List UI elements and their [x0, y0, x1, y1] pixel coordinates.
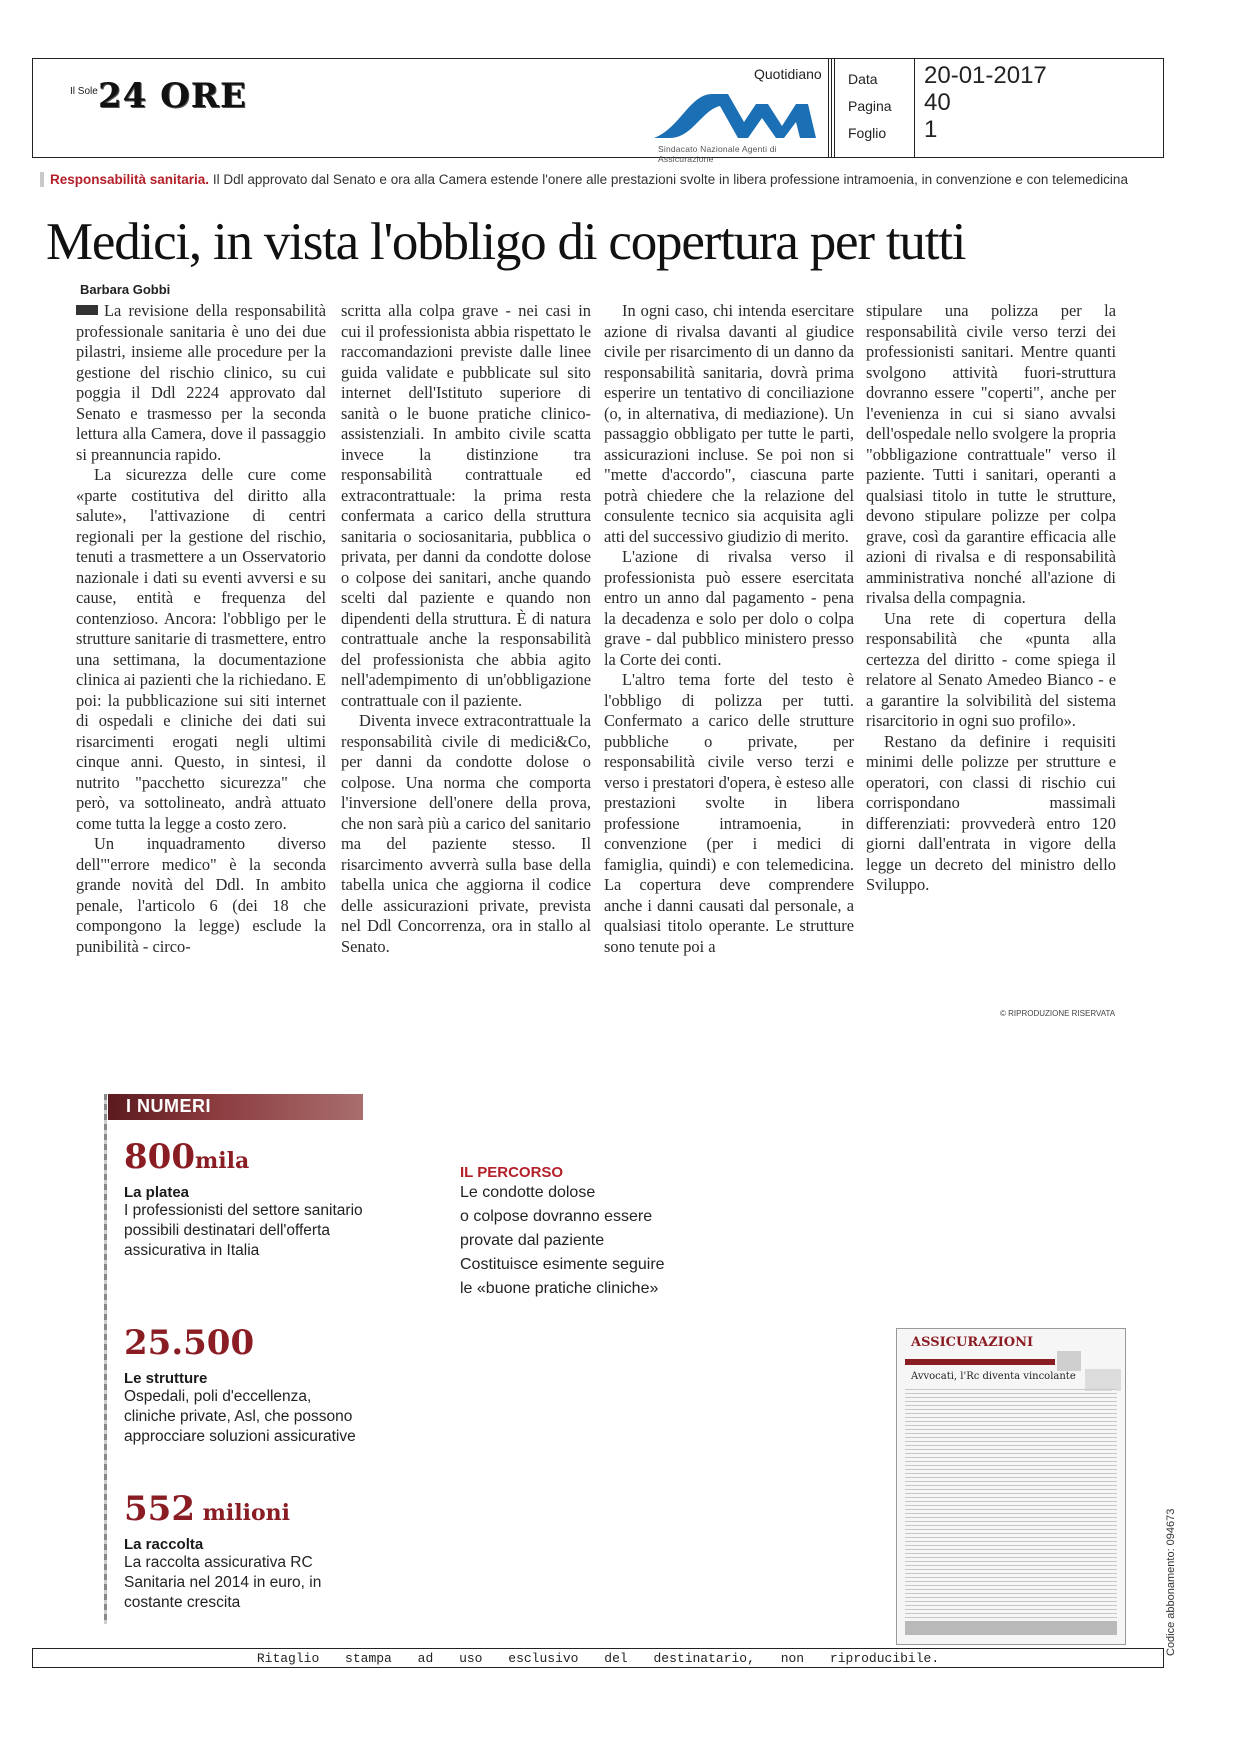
number-description: Ospedali, poli d'eccellenza, cliniche private, Asl, che possono approcciare soluzioni assicurative	[124, 1388, 356, 1445]
percorso-line: o colpose dovranno essere	[460, 1208, 653, 1225]
thumbnail-photo	[1057, 1351, 1081, 1371]
number-value: 800mila	[124, 1137, 250, 1177]
article-paragraph: scritta alla colpa grave - nei casi in cui il professionista abbia rispettato le raccomandazioni previste dalle linee guida validate e pubblicate sul sito internet dell'Istituto superiore di sanità o le buone pratiche clinico-assistenziali. In ambito civile scatta invece la distinzione tra responsabilità contrattuale ed extracontrattuale: la prima resta confermata a carico della struttura sanitaria o sociosanitaria, pubblica o privata, per danni da condotte dolose o colpose dei sanitari, anche quando scelti dal paziente e quando non dipendenti della struttura. È di natura contrattuale anche la responsabilità del professionista che abbia agito nell'adempimento di un'obbligazione contrattuale con il paziente.	[341, 301, 591, 710]
kicker-text: Il Ddl approvato dal Senato e ora alla Camera estende l'onere alle prestazioni svolte in libera professione intramoenia, in convenzione e con telemedicina	[212, 172, 1128, 187]
article-column-2	[341, 301, 591, 957]
pagina-label: Pagina	[848, 98, 892, 114]
article-column-4	[866, 301, 1116, 896]
number-value: 552 milioni	[124, 1489, 291, 1529]
number-value: 25.500	[124, 1323, 255, 1363]
sole-24-ore-logo: 24 ORE	[98, 76, 247, 116]
sole-small-label: Il Sole	[70, 86, 98, 97]
thumbnail-sidebar-box	[1085, 1369, 1121, 1391]
numbers-box-edge	[104, 1094, 107, 1624]
numbers-title-bar	[108, 1094, 363, 1120]
number-item	[124, 1138, 364, 1261]
number-label: La platea	[124, 1184, 190, 1201]
masthead-logo-area	[32, 58, 832, 164]
percorso-line: Costituisce esimente seguire	[460, 1256, 665, 1273]
codice-abbonamento	[1160, 1460, 1180, 1660]
article-paragraph: Un inquadramento diverso dell'"errore medico" è la seconda grande novità del Ddl. In ambito penale, l'articolo 6 (dei 18 che compongono la legge) esclude la punibilità - circo-	[76, 834, 326, 956]
foglio-value: 1	[924, 116, 938, 143]
data-value: 20-01-2017	[924, 62, 1047, 89]
percorso-title: IL PERCORSO	[460, 1164, 564, 1181]
number-description: La raccolta assicurativa RC Sanitaria nel 2014 in euro, in costante crescita	[124, 1554, 322, 1611]
footer-frame	[32, 1648, 1164, 1668]
article-column-3	[604, 301, 854, 957]
copyright-notice: © RIPRODUZIONE RISERVATA	[1000, 1009, 1116, 1018]
quotidiano-label: Quotidiano	[754, 66, 822, 82]
article-byline: Barbara Gobbi	[80, 282, 171, 297]
number-label: La raccolta	[124, 1536, 204, 1553]
data-label: Data	[848, 71, 878, 87]
article-paragraph: L'azione di rivalsa verso il professionista può essere esercitata entro un anno dal pagamento - pena la decadenza e solo per dolo o colpa grave - dal pubblico ministero presso la Corte dei conti.	[604, 547, 854, 669]
numbers-title: I NUMERI	[126, 1096, 211, 1116]
article-paragraph: Diventa invece extracontrattuale la responsabilità civile di medici&Co, per danni da condotte dolose o colpose. Una norma che comporta l'inversione dell'onere della prova, che non sarà più a carico del sanitario ma del paziente stesso. Il risarcimento avverrà sulla base della tabella unica che aggiorna il codice delle assicurazioni private, prevista nel Ddl Concorrenza, ora in stallo al Senato.	[341, 711, 591, 956]
number-item	[124, 1324, 364, 1447]
clipping-metadata	[834, 58, 1164, 158]
article-headline: Medici, in vista l'obbligo di copertura per tutti	[46, 213, 966, 271]
article-kicker	[40, 172, 1160, 187]
article-paragraph: L'altro tema forte del testo è l'obbligo di polizza per tutti. Confermato a carico delle strutture pubbliche o private, per responsabilità civile verso terzi e verso i prestatori d'opera, è esteso alle prestazioni svolte in libera professione intramoenia, in convenzione (per i medici di famiglia, quindi) e con telemedicina. La copertura deve comprendere anche i danni causati dal personale, a qualsiasi titolo operante. Le strutture sono tenute poi a	[604, 670, 854, 956]
thumbnail-section: ASSICURAZIONI	[911, 1335, 1034, 1350]
foglio-label: Foglio	[848, 125, 887, 141]
thumbnail-kicker-bar	[905, 1359, 1055, 1365]
sna-logo-icon	[650, 88, 822, 148]
article-paragraph: La sicurezza delle cure come «parte costitutiva del diritto alla salute», l'attivazione di centri regionali per la gestione del rischio, tenuti a trasmettere a un Osservatorio nazionale i dati su eventi avversi e su cause, entità e frequenza del contenzioso. Ancora: l'obbligo per le strutture sanitarie di trasmettere, entro una settimana, la documentazione clinica ai pazienti che la richiedano. E poi: la pubblicazione sui siti internet di ospedali e cliniche dei dati sui risarcimenti erogati negli ultimi cinque anni. Questo, in sintesi, il nutrito "pacchetto sicurezza" che però, va sottolineato, andrà attuato come tutta la legge a costo zero.	[76, 465, 326, 833]
article-paragraph: stipulare una polizza per la responsabilità civile verso terzi dei professionisti sanitari. Mentre quanti svolgono attività fuori-struttura dovranno essere "coperti", anche per l'evenienza in cui si siano avvalsi dell'ospedale nello svolgere la propria "obbligazione contrattuale" verso il paziente. Tutti i sanitari, operanti a qualsiasi titolo in tutte le strutture, devono stipulare polizze per colpa grave, così da garantire efficacia alle azioni di rivalsa e di responsabilità amministrativa nonché all'azione di rivalsa della compagnia.	[866, 301, 1116, 607]
number-item	[124, 1490, 364, 1613]
number-label: Le strutture	[124, 1370, 208, 1387]
article-paragraph: Restano da definire i requisiti minimi delle polizze per strutture e operatori, con classi di rischio cui corrispondano massimali differenziati: provvederà entro 120 giorni dall'entrata in vigore della legge un decreto del ministro dello Sviluppo.	[866, 731, 1116, 894]
percorso-line: provate dal paziente	[460, 1232, 605, 1249]
thumbnail-text-body	[905, 1389, 1117, 1619]
article-paragraph: In ogni caso, chi intenda esercitare azione di rivalsa davanti al giudice civile per risarcimento di un danno da responsabilità sanitaria, dovrà prima esperire un tentativo di conciliazione (o, in alternativa, di mediazione). Un passaggio obbligato per tutte le parti, assicurazioni incluse. Se poi non si "mette d'accordo", ciascuna parte potrà chiedere che la relazione del consulente tecnico sia acquisita agli atti del successivo giudizio di merito.	[604, 301, 854, 546]
page-thumbnail	[896, 1328, 1126, 1645]
article-column-1	[76, 301, 326, 957]
article-paragraph: Una rete di copertura della responsabilità che «punta alla certezza del diritto - come spiega il relatore al Senato Amedeo Bianco - e a garantire la solvibilità del sistema risarcitorio in ogni suo profilo».	[866, 608, 1116, 730]
sna-subtitle: Sindacato Nazionale Agenti di Assicurazione	[658, 144, 777, 164]
thumbnail-footer-band	[905, 1621, 1117, 1635]
pagina-value: 40	[924, 89, 951, 116]
percorso-line: Le condotte dolose	[460, 1184, 596, 1201]
codice-text: Codice abbonamento: 094673	[1165, 1508, 1177, 1656]
kicker-label: Responsabilità sanitaria.	[50, 172, 210, 187]
percorso-line: le «buone pratiche cliniche»	[460, 1280, 659, 1297]
lead-marker-icon	[76, 305, 98, 315]
numbers-box	[108, 1094, 368, 1624]
footer-notice: Ritaglio stampa ad uso esclusivo del destinatario, non riproducibile.	[256, 1651, 940, 1666]
thumbnail-headline: Avvocati, l'Rc diventa vincolante	[911, 1371, 1076, 1382]
number-description: I professionisti del settore sanitario possibili destinatari dell'offerta assicurativa in Italia	[124, 1202, 363, 1259]
article-paragraph: La revisione della responsabilità professionale sanitaria è uno dei due pilastri, insieme alle procedure per la gestione del rischio clinico, su cui poggia il Ddl 2224 approvato dal Senato e trasmesso per la seconda lettura alla Camera, dove il passaggio si preannuncia rapido.	[76, 301, 326, 464]
percorso-box	[460, 1164, 700, 1301]
